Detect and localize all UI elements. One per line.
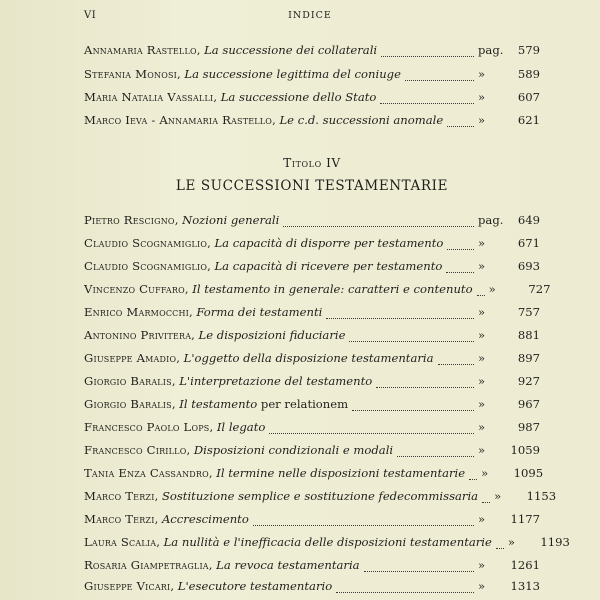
entry-title: Le c.d. successioni anomale xyxy=(279,113,444,127)
toc-entry: Claudio Scognamiglio , La capacità di disporre per testamento » 671 xyxy=(84,236,540,250)
entry-page: 1177 xyxy=(510,512,540,526)
page-prefix: » xyxy=(478,420,486,434)
toc-entry: Pietro Rescigno , Nozioni generali pag. 649 xyxy=(84,213,540,227)
page-prefix: » xyxy=(481,466,489,480)
toc-entry: Rosaria Giampetraglia , La revoca testamentaria » 1261 xyxy=(84,558,540,572)
entry-author: Marco Ieva - Annamaria Rastello xyxy=(84,113,273,127)
entry-page: 621 xyxy=(517,113,540,127)
running-title: INDICE xyxy=(288,10,332,21)
toc-entry: Giorgio Baralis , Il testamento per relationem » 967 xyxy=(84,397,540,411)
leader-dots xyxy=(469,479,477,480)
entry-title: Disposizioni condizionali e modali xyxy=(193,443,394,457)
entry-author: Vincenzo Cuffaro xyxy=(84,282,185,296)
page-prefix: » xyxy=(478,236,486,250)
toc-entry: Francesco Cirillo , Disposizioni condizionali e modali » 1059 xyxy=(84,443,540,457)
entry-author: Francesco Cirillo xyxy=(84,443,187,457)
entry-author: Tania Enza Cassandro xyxy=(84,466,209,480)
toc-entry: Marco Terzi , Sostituzione semplice e sostituzione fedecommissaria » 1153 xyxy=(84,489,557,503)
leader-dots xyxy=(482,502,490,503)
page-prefix: » xyxy=(478,328,486,342)
entry-author: Annamaria Rastello xyxy=(84,43,197,57)
entry-page: 1193 xyxy=(540,535,570,549)
toc-entry: Marco Ieva - Annamaria Rastello , Le c.d. successioni anomale » 621 xyxy=(84,113,540,127)
entry-title: La successione dei collaterali xyxy=(204,43,378,57)
entry-title: Il legato xyxy=(216,420,266,434)
entry-author: Claudio Scognamiglio xyxy=(84,259,208,273)
leader-dots xyxy=(326,318,474,319)
entry-page: 607 xyxy=(517,90,540,104)
toc-entry: Laura Scalia , La nullità e l'inefficacia delle disposizioni testamentarie » 1193 xyxy=(84,535,570,549)
page-prefix: » xyxy=(478,90,486,104)
page-prefix: » xyxy=(478,351,486,365)
entry-author: Francesco Paolo Lops xyxy=(84,420,210,434)
toc-entry: Antonino Privitera , Le disposizioni fiduciarie » 881 xyxy=(84,328,540,342)
page-prefix: » xyxy=(478,113,486,127)
entry-page: 967 xyxy=(517,397,540,411)
leader-dots xyxy=(364,571,474,572)
entry-author: Giuseppe Amadio xyxy=(84,351,177,365)
leader-dots xyxy=(283,226,474,227)
entry-page: 589 xyxy=(517,67,540,81)
toc-entry: Tania Enza Cassandro , Il termine nelle disposizioni testamentarie » 1095 xyxy=(84,466,544,480)
entry-author: Rosaria Giampetraglia xyxy=(84,558,209,572)
leader-dots xyxy=(496,548,504,549)
entry-page: 649 xyxy=(517,213,540,227)
running-head xyxy=(84,10,536,26)
page-prefix: » xyxy=(478,443,486,457)
leader-dots xyxy=(381,56,474,57)
toc-entry: Maria Natalia Vassalli , La successione dello Stato » 607 xyxy=(84,90,540,104)
entry-title-roman: per relationem xyxy=(257,397,349,411)
leader-dots xyxy=(397,456,474,457)
entry-page: 671 xyxy=(517,236,540,250)
leader-dots xyxy=(349,341,474,342)
entry-author: Enrico Marmocchi xyxy=(84,305,190,319)
page-prefix: » xyxy=(478,374,486,388)
page-prefix: pag. xyxy=(478,43,504,57)
leader-dots xyxy=(376,387,474,388)
leader-dots xyxy=(438,364,474,365)
leader-dots xyxy=(269,433,474,434)
part-title: LE SUCCESSIONI TESTAMENTARIE xyxy=(175,178,449,194)
part-number: Titolo IV xyxy=(283,156,341,170)
toc-entry: Giuseppe Amadio , L'oggetto della disposizione testamentaria » 897 xyxy=(84,351,540,365)
entry-author: Marco Terzi xyxy=(84,512,155,526)
entry-page: 579 xyxy=(517,43,540,57)
entry-title: Accrescimento xyxy=(161,512,249,526)
entry-page: 881 xyxy=(517,328,540,342)
toc-entry: Francesco Paolo Lops , Il legato » 987 xyxy=(84,420,540,434)
entry-title: La capacità di ricevere per testamento xyxy=(214,259,443,273)
page-prefix: » xyxy=(488,282,496,296)
entry-title: La successione dello Stato xyxy=(220,90,377,104)
entry-author: Marco Terzi xyxy=(84,489,155,503)
entry-title: La capacità di disporre per testamento xyxy=(214,236,444,250)
entry-author: Stefania Monosi xyxy=(84,67,178,81)
toc-entry: Stefania Monosi , La successione legittima del coniuge » 589 xyxy=(84,67,540,81)
leader-dots xyxy=(336,592,474,593)
toc-entry: Annamaria Rastello , La successione dei collaterali pag. 579 xyxy=(84,43,540,57)
page-prefix: » xyxy=(494,489,502,503)
toc-entry: Giorgio Baralis , L'interpretazione del testamento » 927 xyxy=(84,374,540,388)
page-prefix: » xyxy=(478,579,486,593)
entry-title: Forma dei testamenti xyxy=(196,305,323,319)
entry-author: Maria Natalia Vassalli xyxy=(84,90,214,104)
leader-dots xyxy=(253,525,474,526)
leader-dots xyxy=(446,272,474,273)
page-prefix: » xyxy=(478,305,486,319)
entry-title: Il termine nelle disposizioni testamentarie xyxy=(216,466,466,480)
toc-entry: Claudio Scognamiglio , La capacità di ricevere per testamento » 693 xyxy=(84,259,540,273)
entry-title: La nullità e l'inefficacia delle disposizioni testamentarie xyxy=(163,535,492,549)
entry-page: 1313 xyxy=(510,579,540,593)
entry-page: 897 xyxy=(517,351,540,365)
entry-page: 987 xyxy=(517,420,540,434)
page-prefix: » xyxy=(478,397,486,411)
leader-dots xyxy=(447,249,474,250)
page-prefix: » xyxy=(478,259,486,273)
leader-dots xyxy=(352,410,474,411)
entry-title: Sostituzione semplice e sostituzione fedecommissaria xyxy=(161,489,479,503)
toc-entry: Vincenzo Cuffaro , Il testamento in generale: caratteri e contenuto » 727 xyxy=(84,282,551,296)
entry-author: Giorgio Baralis xyxy=(84,397,172,411)
entry-author: Pietro Rescigno xyxy=(84,213,175,227)
page-prefix: » xyxy=(478,67,486,81)
leader-dots xyxy=(447,126,474,127)
entry-title: Il testamento xyxy=(179,397,258,411)
entry-page: 727 xyxy=(528,282,551,296)
entry-author: Antonino Privitera xyxy=(84,328,192,342)
toc-entry: Giuseppe Vicari , L'esecutore testamentario » 1313 xyxy=(84,579,540,593)
page-number: VI xyxy=(84,10,97,21)
toc-entry: Enrico Marmocchi , Forma dei testamenti » 757 xyxy=(84,305,540,319)
leader-dots xyxy=(380,103,474,104)
entry-author: Laura Scalia xyxy=(84,535,157,549)
page-prefix: pag. xyxy=(478,213,504,227)
entry-page: 1153 xyxy=(526,489,557,503)
entry-page: 693 xyxy=(517,259,540,273)
leader-dots xyxy=(477,295,485,296)
entry-title: La revoca testamentaria xyxy=(216,558,360,572)
page-prefix: » xyxy=(478,512,486,526)
entry-author: Giorgio Baralis xyxy=(84,374,172,388)
entry-title: Il testamento in generale: caratteri e contenuto xyxy=(192,282,473,296)
entry-title: L'esecutore testamentario xyxy=(177,579,333,593)
entry-page: 1059 xyxy=(510,443,540,457)
entry-author: Claudio Scognamiglio xyxy=(84,236,208,250)
page-prefix: » xyxy=(478,558,486,572)
entry-page: 927 xyxy=(517,374,540,388)
entry-page: 1261 xyxy=(510,558,540,572)
entry-author: Giuseppe Vicari xyxy=(84,579,171,593)
entry-title: Le disposizioni fiduciarie xyxy=(198,328,346,342)
entry-title: L'oggetto della disposizione testamentaria xyxy=(183,351,434,365)
page-prefix: » xyxy=(507,535,515,549)
leader-dots xyxy=(405,80,474,81)
toc-entry: Marco Terzi , Accrescimento » 1177 xyxy=(84,512,540,526)
entry-title: L'interpretazione del testamento xyxy=(179,374,373,388)
entry-title: La successione legittima del coniuge xyxy=(184,67,401,81)
entry-page: 1095 xyxy=(513,466,544,480)
entry-page: 757 xyxy=(517,305,540,319)
entry-title: Nozioni generali xyxy=(182,213,280,227)
